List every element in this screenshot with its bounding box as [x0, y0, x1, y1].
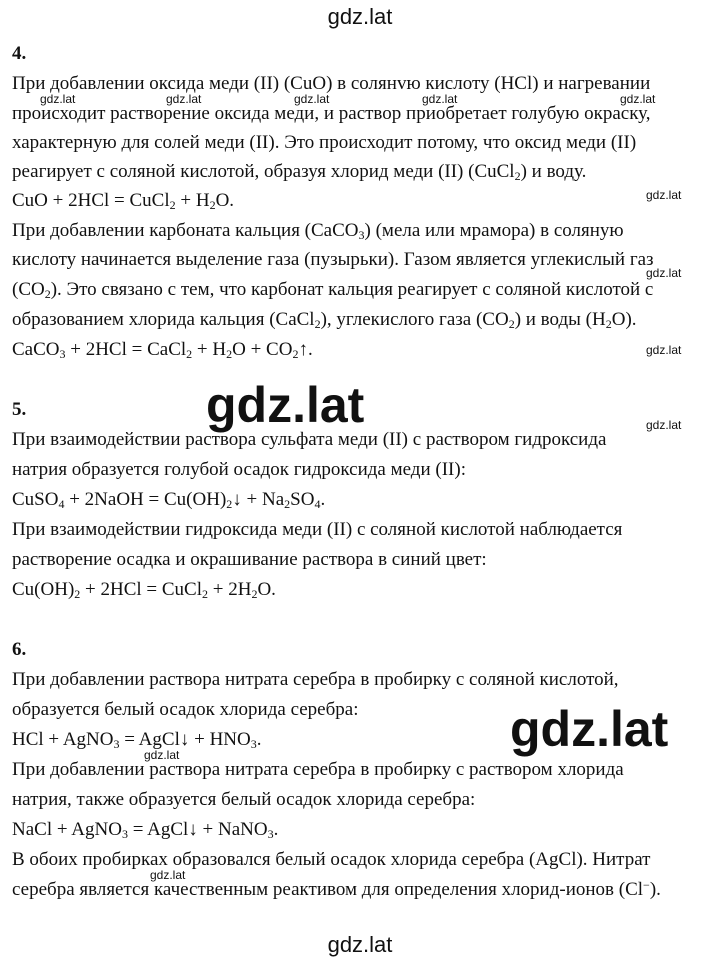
text-line: натрия образуется голубой осадок гидроксида меди (II): — [12, 459, 466, 480]
watermark-bottom: gdz.lat — [327, 932, 393, 957]
watermark-small: gdz.lat — [150, 868, 186, 882]
text-line: растворение осадка и окрашивание раствора в синий цвет: — [12, 549, 487, 570]
text-line: образуется белый осадок хлорида серебра: — [12, 699, 359, 720]
text-line: серебра является качественным реактивом для определения хлорид-ионов (Cl−). — [12, 878, 661, 900]
watermark-small: gdz.lat — [166, 92, 202, 106]
watermark-small: gdz.lat — [646, 343, 682, 357]
watermark-small: gdz.lat — [646, 266, 682, 280]
text-line: $(CO_2)$. Это связано с тем, что карбонат кальция реагирует с соляной кислотой с — [12, 279, 654, 301]
text-line: кислоту начинается выделение газа (пузырьки). Газом является углекислый газ — [12, 249, 654, 270]
text-line: происходит растворение оксида меди, и раствор приобретает голубую окраску, — [12, 103, 651, 124]
watermark-small: gdz.lat — [646, 418, 682, 432]
watermark-small: gdz.lat — [144, 748, 180, 762]
text-line: образованием хлорида кальция (CaCl$_2$), углекислого газа $(CO_2)$ и воды $(H_2O)$. — [12, 309, 637, 331]
text-line: При взаимодействии гидроксида меди (II) с соляной кислотой наблюдается — [12, 519, 623, 540]
text-line: При добавлении оксида меди (II) (CuO) в солянvю кислоту (HCl) и нагревании — [12, 73, 651, 94]
watermark-big-1: gdz.lat — [206, 377, 365, 433]
watermark-small: gdz.lat — [294, 92, 330, 106]
equation: NaCl + AgNO$_3$ = AgCl↓ + NaNO$_3$. — [12, 819, 279, 841]
text-line: В обоих пробирках образовался белый осадок хлорида серебра (AgCl). Нитрат — [12, 849, 651, 870]
section-number: 4. — [12, 43, 27, 64]
equation: CuO + 2HCl = CuCl$_2$ + $H_2O$. — [12, 190, 235, 212]
equation: $Cu(OH)_2 + 2HCl$ = CuCl$_2$ + $2H_2O$. — [12, 579, 276, 601]
watermark-top: gdz.lat — [327, 4, 393, 29]
watermark-big-2: gdz.lat — [510, 701, 669, 757]
section-number: 6. — [12, 639, 27, 660]
text-line: При взаимодействии раствора сульфата меди (II) с раствором гидроксида — [12, 429, 607, 450]
watermark-small: gdz.lat — [646, 188, 682, 202]
text-line: При добавлении раствора нитрата серебра в пробирку с соляной кислотой, — [12, 669, 619, 690]
watermark-small: gdz.lat — [40, 92, 76, 106]
equation: CuSO$_4$ + 2NaOH = $Cu(OH)_2↓ + Na_2SO_4$. — [12, 489, 326, 511]
equation: CaCO$_3$ + 2HCl = CaCl$_2$ + $H_2O$ + $CO_2↑$. — [12, 339, 313, 361]
equation: HCl + AgNO$_3$ = AgCl↓ + $HNO_3$. — [12, 729, 262, 751]
text-line: реагирует с соляной кислотой, образуя хлорид меди (II) (CuCl$_2$) и воду. — [12, 161, 587, 183]
text-line: характерную для солей меди (II). Это происходит потому, что оксид меди (II) — [12, 132, 637, 153]
section-number: 5. — [12, 399, 27, 420]
watermark-small: gdz.lat — [422, 92, 458, 106]
text-line: При добавлении карбоната кальция (CaCO$_3$) (мела или мрамора) в соляную — [12, 220, 624, 242]
text-line: натрия, также образуется белый осадок хлорида серебра: — [12, 789, 476, 810]
watermark-small: gdz.lat — [620, 92, 656, 106]
text-line: При добавлении раствора нитрата серебра в пробирку с раствором хлорида — [12, 759, 624, 780]
